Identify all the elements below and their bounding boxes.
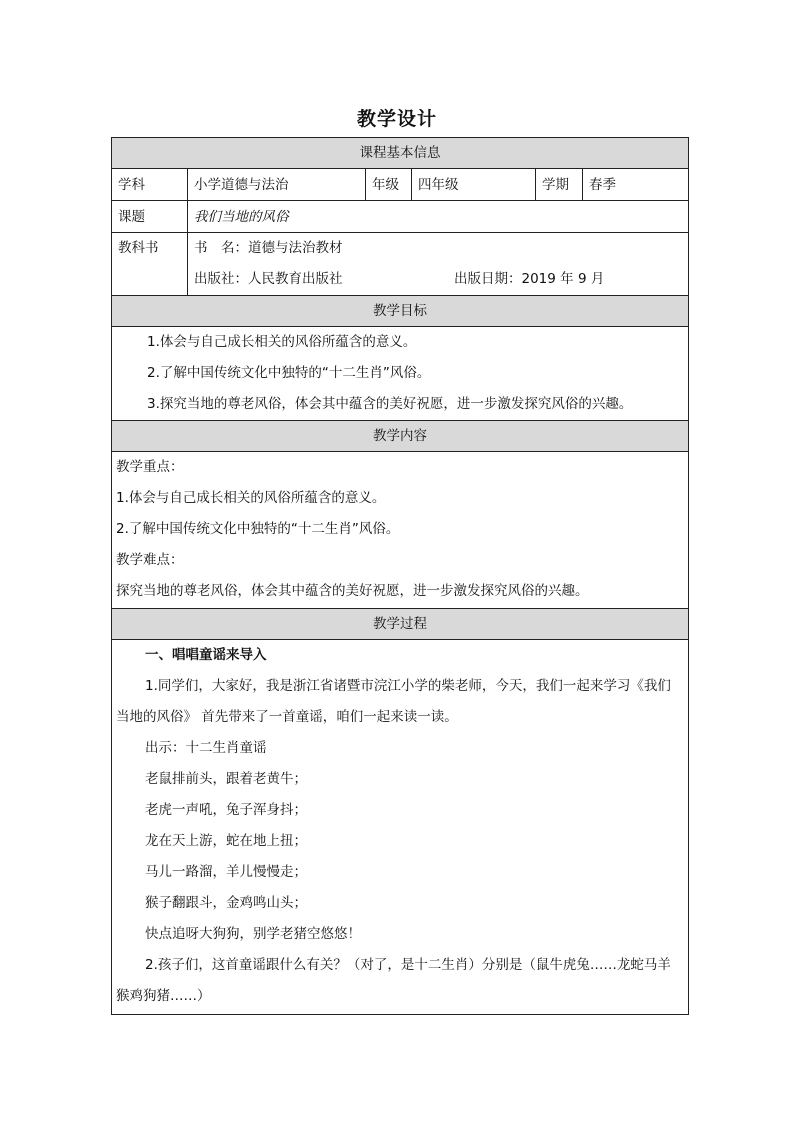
publication-date: 出版日期：2019 年 9 月 [454, 271, 605, 287]
rhyme-line: 马儿一路溜，羊儿慢慢走； [145, 864, 307, 880]
key-points-label: 教学重点： [116, 459, 184, 475]
section-content: 教学内容 [112, 421, 689, 452]
subject-value: 小学道德与法治 [188, 169, 366, 201]
goal-item: 1.体会与自己成长相关的风俗所蕴含的意义。 [147, 334, 417, 350]
step-heading: 一、唱唱童谣来导入 [145, 647, 267, 663]
textbook-label-cell [112, 233, 188, 296]
intro-paragraph: 1.同学们，大家好，我是浙江省诸暨市浣江小学的柴老师，今天，我们一起来学习《我们当地的风俗》 首先带来了一首童谣，咱们一起来读一读。 [116, 678, 671, 725]
section-goals: 教学目标 [112, 296, 689, 327]
book-name: 书 名：道德与法治教材 [194, 240, 343, 256]
goal-item: 2.了解中国传统文化中独特的“十二生肖”风俗。 [147, 365, 431, 381]
difficulty-item: 探究当地的尊老风俗，体会其中蕴含的美好祝愿，进一步激发探究风俗的兴趣。 [116, 583, 589, 599]
rhyme-title: 出示：十二生肖童谣 [145, 740, 267, 756]
rhyme-line: 猴子翻跟斗，金鸡鸣山头； [145, 895, 307, 911]
publisher: 出版社：人民教育出版社 [194, 271, 343, 287]
textbook-label: 教科书 [118, 240, 159, 256]
section-process: 教学过程 [112, 609, 689, 640]
term-label: 学期 [536, 169, 583, 201]
term-value: 春季 [583, 169, 689, 201]
topic-label: 课题 [112, 201, 188, 233]
section-basic-info: 课程基本信息 [112, 138, 689, 169]
topic-value: 我们当地的风俗 [188, 201, 689, 233]
content-body [112, 452, 689, 609]
rhyme-line: 老虎一声吼，兔子浑身抖； [145, 802, 307, 818]
rhyme-line: 快点追呀大狗狗，别学老猪空悠悠！ [145, 926, 361, 942]
document-title: 教学设计 [356, 108, 437, 130]
publisher-row [194, 264, 682, 295]
subject-label: 学科 [112, 169, 188, 201]
lesson-plan-table [111, 137, 689, 1015]
goal-item: 3.探究当地的尊老风俗，体会其中蕴含的美好祝愿，进一步激发探究风俗的兴趣。 [147, 396, 633, 412]
rhyme-line: 老鼠排前头，跟着老黄牛； [145, 771, 307, 787]
question-paragraph: 2.孩子们，这首童谣跟什么有关？（对了，是十二生肖）分别是（鼠牛虎兔……龙蛇马羊猴鸡狗猪……） [116, 957, 671, 1004]
key-point-item: 1.体会与自己成长相关的风俗所蕴含的意义。 [116, 490, 386, 506]
key-point-item: 2.了解中国传统文化中独特的“十二生肖”风俗。 [116, 521, 400, 537]
goals-list [112, 327, 689, 421]
textbook-info [188, 233, 689, 296]
rhyme-line: 龙在天上游，蛇在地上扭； [145, 833, 307, 849]
difficulty-label: 教学难点： [116, 552, 184, 568]
grade-label: 年级 [366, 169, 412, 201]
grade-value: 四年级 [412, 169, 536, 201]
process-body [112, 640, 689, 1015]
